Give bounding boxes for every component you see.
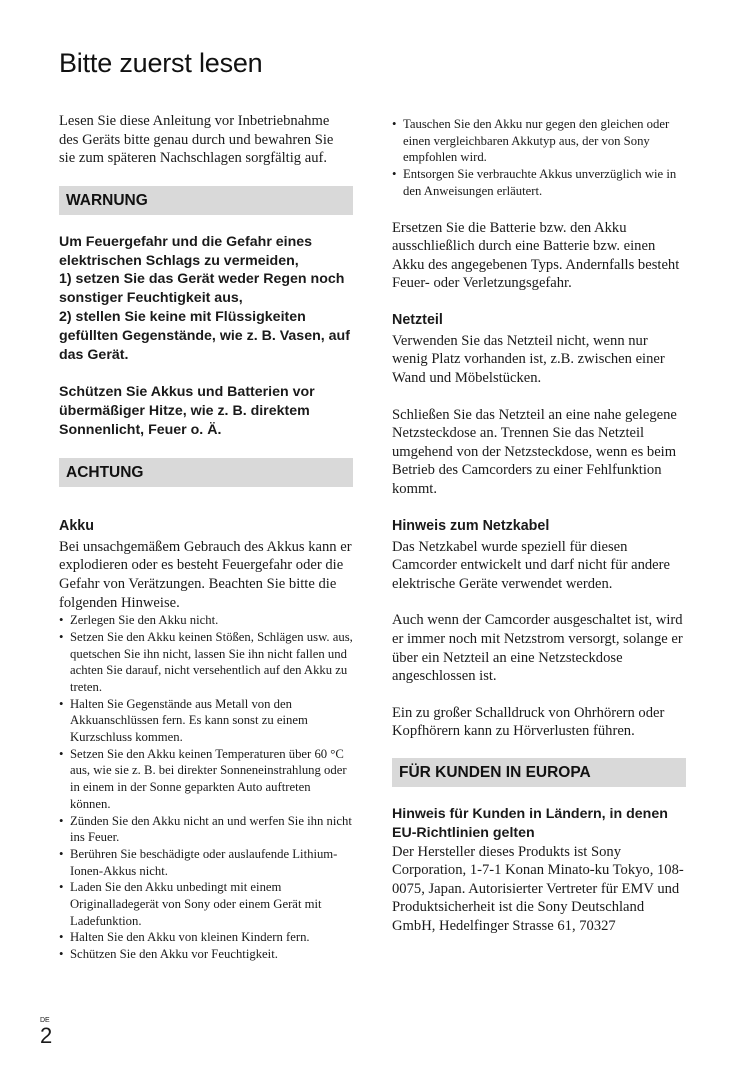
akku-heading: Akku [59, 517, 94, 534]
list-item: • Schützen Sie den Akku vor Feuchtigkeit. [59, 946, 353, 963]
language-code: DE [40, 1017, 50, 1024]
akku-bullet-list-continued [392, 116, 686, 200]
right-column [392, 116, 686, 936]
warnung-block [59, 233, 353, 440]
warnung-text-1: 1) setzen Sie das Gerät weder Regen noch sonstiger Feuchtigkeit aus, [59, 271, 345, 307]
warnung-heat-text: Schützen Sie Akkus und Batterien vor übermäßiger Hitze, wie z. B. direktem Sonnenlicht, Feuer o. Ä. [59, 384, 315, 438]
warnung-text: Um Feuergefahr und die Gefahr eines elektrischen Schlags zu vermeiden, [59, 233, 313, 269]
eu-manufacturer-text: Der Hersteller dieses Produkts ist Sony Corporation, 1-7-1 Konan Minato-ku Tokyo, 108-0075, Japan. Autorisierter Vertreter für EMV und Produktsicherheit ist die Sony Deutschland GmbH, Hedelfinger Strasse 61, 70327 [392, 843, 684, 934]
list-item: • Setzen Sie den Akku keinen Stößen, Schlägen usw. aus, quetschen Sie ihn nicht, lassen Sie ihn nicht fallen und achten Sie darauf, nicht versehentlich auf den Akku zu treten. [59, 629, 353, 696]
list-item: • Zünden Sie den Akku nicht an und werfen Sie ihn nicht ins Feuer. [59, 813, 353, 846]
warnung-text-2: 2) stellen Sie keine mit Flüssigkeiten gefüllten Gegenstände, wie z. B. Vasen, auf das Gerät. [59, 308, 350, 363]
netzkabel-text-3: Ein zu großer Schalldruck von Ohrhörern oder Kopfhörern kann zu Hörverlusten führen. [392, 704, 665, 740]
warnung-heading: WARNUNG [59, 186, 353, 215]
list-item: • Setzen Sie den Akku keinen Temperaturen über 60 °C aus, wie sie z. B. bei direkter Sonneneinstrahlung oder in einem in der Sonne geparkten Auto auftreten können. [59, 746, 353, 813]
list-item: • Halten Sie Gegenstände aus Metall von den Akkuanschlüssen fern. Es kann sonst zu einem Kurzschluss kommen. [59, 696, 353, 746]
list-item: • Laden Sie den Akku unbedingt mit einem Originalladegerät von Sony oder einem Gerät mit Ladefunktion. [59, 879, 353, 929]
netzteil-text: Verwenden Sie das Netzteil nicht, wenn nur wenig Platz vorhanden ist, z.B. zwischen einer Wand und Möbelstücken. [392, 332, 665, 387]
akku-bullet-list [59, 612, 353, 963]
europa-heading: FÜR KUNDEN IN EUROPA [392, 758, 686, 787]
netzteil-heading: Netzteil [392, 311, 443, 328]
netzkabel-text: Das Netzkabel wurde speziell für diesen Camcorder entwickelt und darf nicht für andere elektrische Geräte verwendet werden. [392, 538, 670, 592]
battery-replacement-text: Ersetzen Sie die Batterie bzw. den Akku ausschließlich durch eine Batterie bzw. einen Akku des angegebenen Typs. Andernfalls besteht Feuer- oder Verletzungsgefahr. [392, 219, 680, 292]
list-item: • Tauschen Sie den Akku nur gegen den gleichen oder einen vergleichbaren Akkutyp aus, der von Sony empfohlen wird. [392, 116, 686, 166]
list-item: • Entsorgen Sie verbrauchte Akkus unverzüglich wie in den Anweisungen erläutert. [392, 166, 686, 199]
netzteil-text-2: Schließen Sie das Netzteil an eine nahe gelegene Netzsteckdose an. Trennen Sie das Netzteil umgehend von der Netzsteckdose, wenn es beim Betrieb des Camcorders zu einer Fehlfunktion kommt. [392, 406, 677, 498]
page-number-value: 2 [40, 1023, 53, 1048]
list-item: • Berühren Sie beschädigte oder auslaufende Lithium-Ionen-Akkus nicht. [59, 846, 353, 879]
left-column [59, 112, 353, 963]
list-item: • Halten Sie den Akku von kleinen Kindern fern. [59, 929, 353, 946]
netzkabel-text-2: Auch wenn der Camcorder ausgeschaltet ist, wird er immer noch mit Netzstrom versorgt, solange er über ein Netzteil an eine Netzsteckdose angeschlossen ist. [392, 612, 683, 685]
list-item: • Zerlegen Sie den Akku nicht. [59, 612, 353, 629]
achtung-heading: ACHTUNG [59, 458, 353, 487]
netzkabel-heading: Hinweis zum Netzkabel [392, 517, 550, 534]
akku-text: Bei unsachgemäßem Gebrauch des Akkus kann er explodieren oder es besteht Feuergefahr oder die Gefahr von Verätzungen. Beachten Sie bitte die folgenden Hinweise. [59, 538, 352, 611]
page-title: Bitte zuerst lesen [59, 48, 263, 79]
eu-directive-heading: Hinweis für Kunden in Ländern, in denen EU-Richtlinien gelten [392, 805, 668, 841]
intro-text: Lesen Sie diese Anleitung vor Inbetriebnahme des Geräts bitte genau durch und bewahren Sie sie zum späteren Nachschlagen sorgfältig auf. [59, 113, 334, 167]
page-number [40, 1017, 52, 1047]
